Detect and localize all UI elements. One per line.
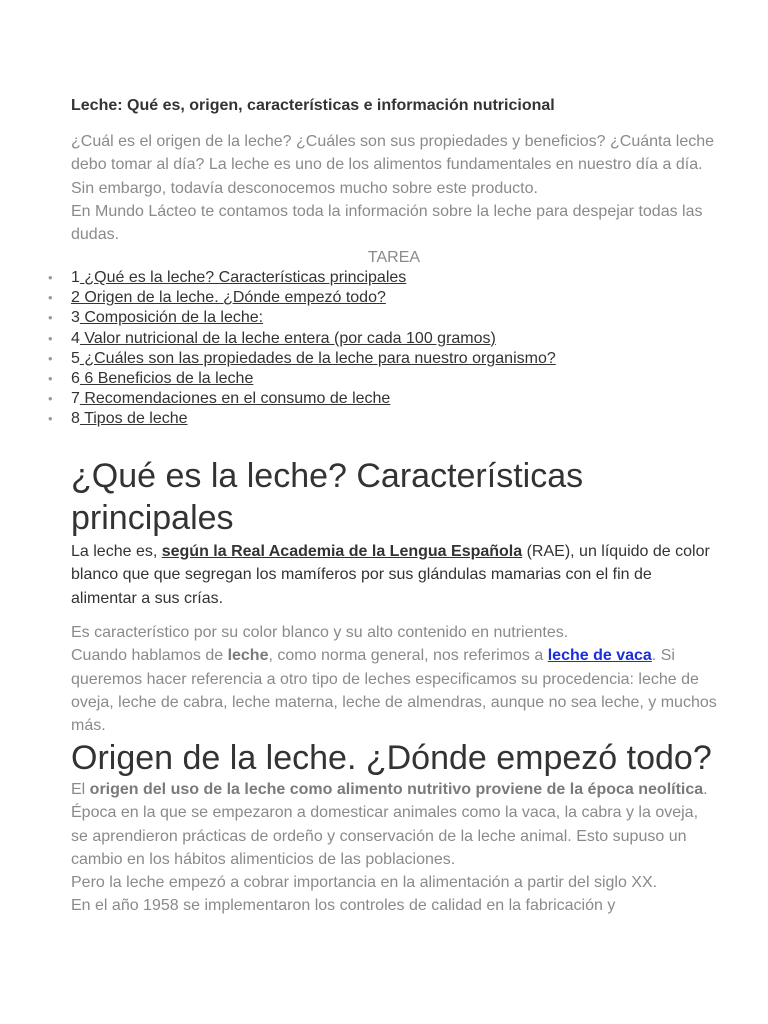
toc-item [48, 268, 556, 288]
toc-link[interactable]: ¿Cuáles son las propiedades de la leche para nuestro organismo? [79, 349, 556, 367]
text-span: (RAE), un líquido de color blanco que que segregan los mamíferos por sus glándulas mamarias con el fin de alimentar a sus crías. [71, 543, 710, 607]
toc-link[interactable]: Composición de la leche: [79, 309, 264, 327]
paragraph: Pero la leche empezó a cobrar importancia en la alimentación a partir del siglo XX. [71, 874, 658, 892]
bullet-icon: • [48, 290, 53, 306]
bullet-icon: • [48, 270, 53, 285]
toc-item [48, 369, 556, 389]
paragraph [71, 778, 717, 871]
table-of-contents [48, 268, 556, 430]
text-span: El [71, 781, 90, 798]
intro-paragraph: ¿Cuál es el origen de la leche? ¿Cuáles son sus propiedades y beneficios? ¿Cuánta leche debo tomar al día? La leche es uno de los alimentos fundamentales en nuestro día a día. Sin embargo, todavía desconocemos mucho sobre este producto. [71, 133, 715, 197]
toc-item [48, 349, 556, 369]
document-title: Leche: Qué es, origen, características e información nutricional [71, 97, 555, 114]
bullet-icon: • [48, 411, 53, 427]
intro-section [71, 130, 717, 246]
bold-text: leche [227, 647, 269, 665]
text-span: La leche es, [71, 543, 162, 560]
bullet-icon: • [48, 350, 53, 366]
bullet-icon: • [48, 370, 53, 386]
section-origen-body [71, 778, 717, 918]
toc-link[interactable]: Recomendaciones en el consumo de leche [79, 390, 391, 408]
toc-heading: TAREA [367, 249, 421, 266]
text-span: , como norma general, nos referimos a [268, 647, 548, 665]
bullet-icon: • [48, 391, 53, 407]
section-que-es-definition [71, 540, 717, 610]
toc-item [48, 409, 556, 429]
toc-item [48, 288, 556, 308]
section-heading-que-es: ¿Qué es la leche? Características principales [71, 457, 584, 537]
toc-item-number: 4 [71, 329, 80, 347]
toc-item-number: 6 [71, 369, 80, 387]
definition-paragraph [71, 540, 717, 610]
bullet-icon: • [48, 330, 53, 346]
paragraph [71, 644, 717, 737]
paragraph: En el año 1958 se implementaron los controles de calidad en la fabricación y [71, 897, 616, 915]
toc-link[interactable]: Tipos de leche [79, 410, 188, 428]
toc-item [48, 389, 556, 409]
intro-paragraph: En Mundo Lácteo te contamos toda la información sobre la leche para despejar todas las dudas. [71, 202, 703, 244]
bullet-icon: • [48, 310, 53, 326]
toc-link[interactable]: Valor nutricional de la leche entera (por cada 100 gramos) [79, 329, 496, 347]
toc-item-number: 3 [71, 309, 80, 327]
toc-item-number: 1 [71, 269, 80, 286]
rae-link[interactable]: según la Real Academia de la Lengua Española [161, 543, 523, 560]
section-heading-origen: Origen de la leche. ¿Dónde empezó todo? [71, 739, 712, 777]
toc-item-number: 8 [71, 410, 80, 428]
toc-link[interactable]: 6 Beneficios de la leche [79, 369, 254, 387]
bold-text: origen del uso de la leche como alimento nutritivo proviene de la época neolítica [89, 781, 704, 798]
text-span: . Época en la que se empezaron a domesticar animales como la vaca, la cabra y la oveja, se aprendieron prácticas de ordeño y conservación de la leche animal. Esto supuso un cambio en los hábitos alimenticios de las poblaciones. [71, 781, 708, 868]
toc-item [48, 308, 556, 328]
toc-link[interactable]: 2 Origen de la leche. ¿Dónde empezó todo? [71, 289, 386, 307]
section-que-es-details [71, 621, 717, 737]
text-span: . Si queremos hacer referencia a otro tipo de leches especificamos su procedencia: leche de oveja, leche de cabra, leche materna, leche de almendras, aunque no sea leche, y muchos más. [71, 647, 717, 735]
text-span: Cuando hablamos de [71, 647, 228, 665]
toc-link[interactable]: ¿Qué es la leche? Características principales [79, 269, 407, 286]
toc-item [48, 329, 556, 349]
paragraph: Es característico por su color blanco y su alto contenido en nutrientes. [71, 624, 569, 641]
toc-item-number: 7 [71, 390, 80, 408]
leche-de-vaca-link[interactable]: leche de vaca [547, 647, 652, 665]
toc-item-number: 5 [71, 349, 80, 367]
